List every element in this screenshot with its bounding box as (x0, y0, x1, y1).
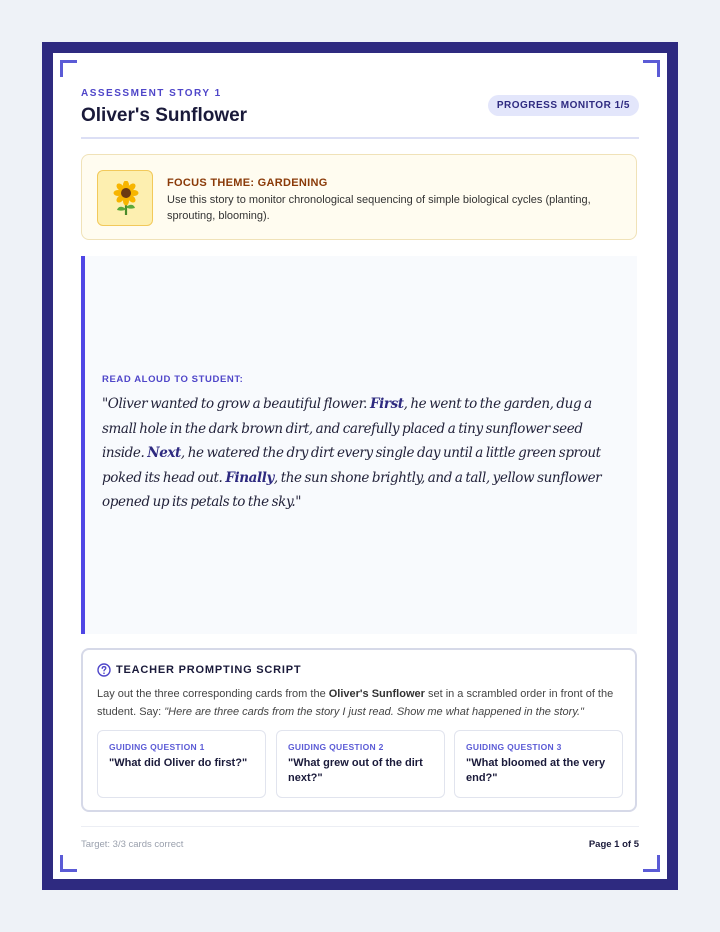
script-story-name: Oliver's Sunflower (328, 688, 425, 700)
question-circle-icon (97, 663, 111, 677)
script-segment: Lay out the three corresponding cards from the (97, 688, 329, 700)
guiding-question-text: "What bloomed at the very end?" (466, 757, 606, 784)
header-divider (81, 137, 639, 139)
story-eyebrow: ASSESSMENT STORY 1 (81, 88, 222, 99)
story-segment: , he watered the dry dirt every single day until a little green sprout poked its head out. (102, 445, 601, 486)
page-title: Oliver's Sunflower (81, 105, 248, 126)
story-segment: , the sun shone brightly, and a tall, yellow sunflower opened up its petals to the sky." (102, 469, 602, 511)
story-segment: , he went to the garden, dug a small hole in the dark brown dirt, and carefully placed a tiny sunflower seed inside. (102, 396, 592, 462)
target-score: Target: 3/3 cards correct (81, 839, 184, 850)
guiding-question-card (97, 730, 266, 798)
teacher-script-box (81, 648, 637, 812)
sequence-word-next: Next (147, 445, 181, 462)
guiding-question-label: GUIDING QUESTION 2 (288, 742, 384, 752)
story-segment: "Oliver wanted to grow a beautiful flower. (102, 396, 370, 412)
page-number: Page 1 of 5 (588, 839, 639, 850)
focus-theme-box (81, 154, 637, 240)
guiding-question-text: "What did Oliver do first?" (109, 757, 248, 769)
corner-mark-top-left (60, 60, 77, 77)
corner-mark-bottom-right (643, 855, 660, 872)
footer-divider (81, 826, 639, 827)
read-aloud-label: READ ALOUD TO STUDENT: (102, 374, 244, 385)
guiding-question-label: GUIDING QUESTION 1 (109, 742, 205, 752)
teacher-script-title: TEACHER PROMPTING SCRIPT (116, 664, 302, 676)
focus-theme-description: Use this story to monitor chronological sequencing of simple biological cycles (planting, sprouting, blooming). (167, 194, 591, 222)
guiding-question-card (454, 730, 623, 798)
focus-theme-title: FOCUS THEME: GARDENING (167, 177, 328, 189)
page-frame (42, 42, 678, 890)
sequence-word-finally: Finally (225, 469, 274, 486)
worksheet-page (53, 53, 667, 879)
guiding-question-card (276, 730, 445, 798)
guiding-question-label: GUIDING QUESTION 3 (466, 742, 562, 752)
corner-mark-top-right (643, 60, 660, 77)
story-panel (81, 256, 637, 634)
script-quote: "Here are three cards from the story I just read. Show me what happened in the story." (164, 705, 584, 718)
teacher-script-text (97, 686, 617, 721)
guiding-question-text: "What grew out of the dirt next?" (288, 757, 423, 784)
progress-badge: PROGRESS MONITOR 1/5 (488, 95, 639, 116)
corner-mark-bottom-left (60, 855, 77, 872)
story-text (102, 392, 622, 515)
script-segment: set in a scrambled order in front of the student. Say: (97, 688, 614, 718)
sequence-word-first: First (369, 396, 404, 412)
sunflower-icon (97, 170, 153, 226)
